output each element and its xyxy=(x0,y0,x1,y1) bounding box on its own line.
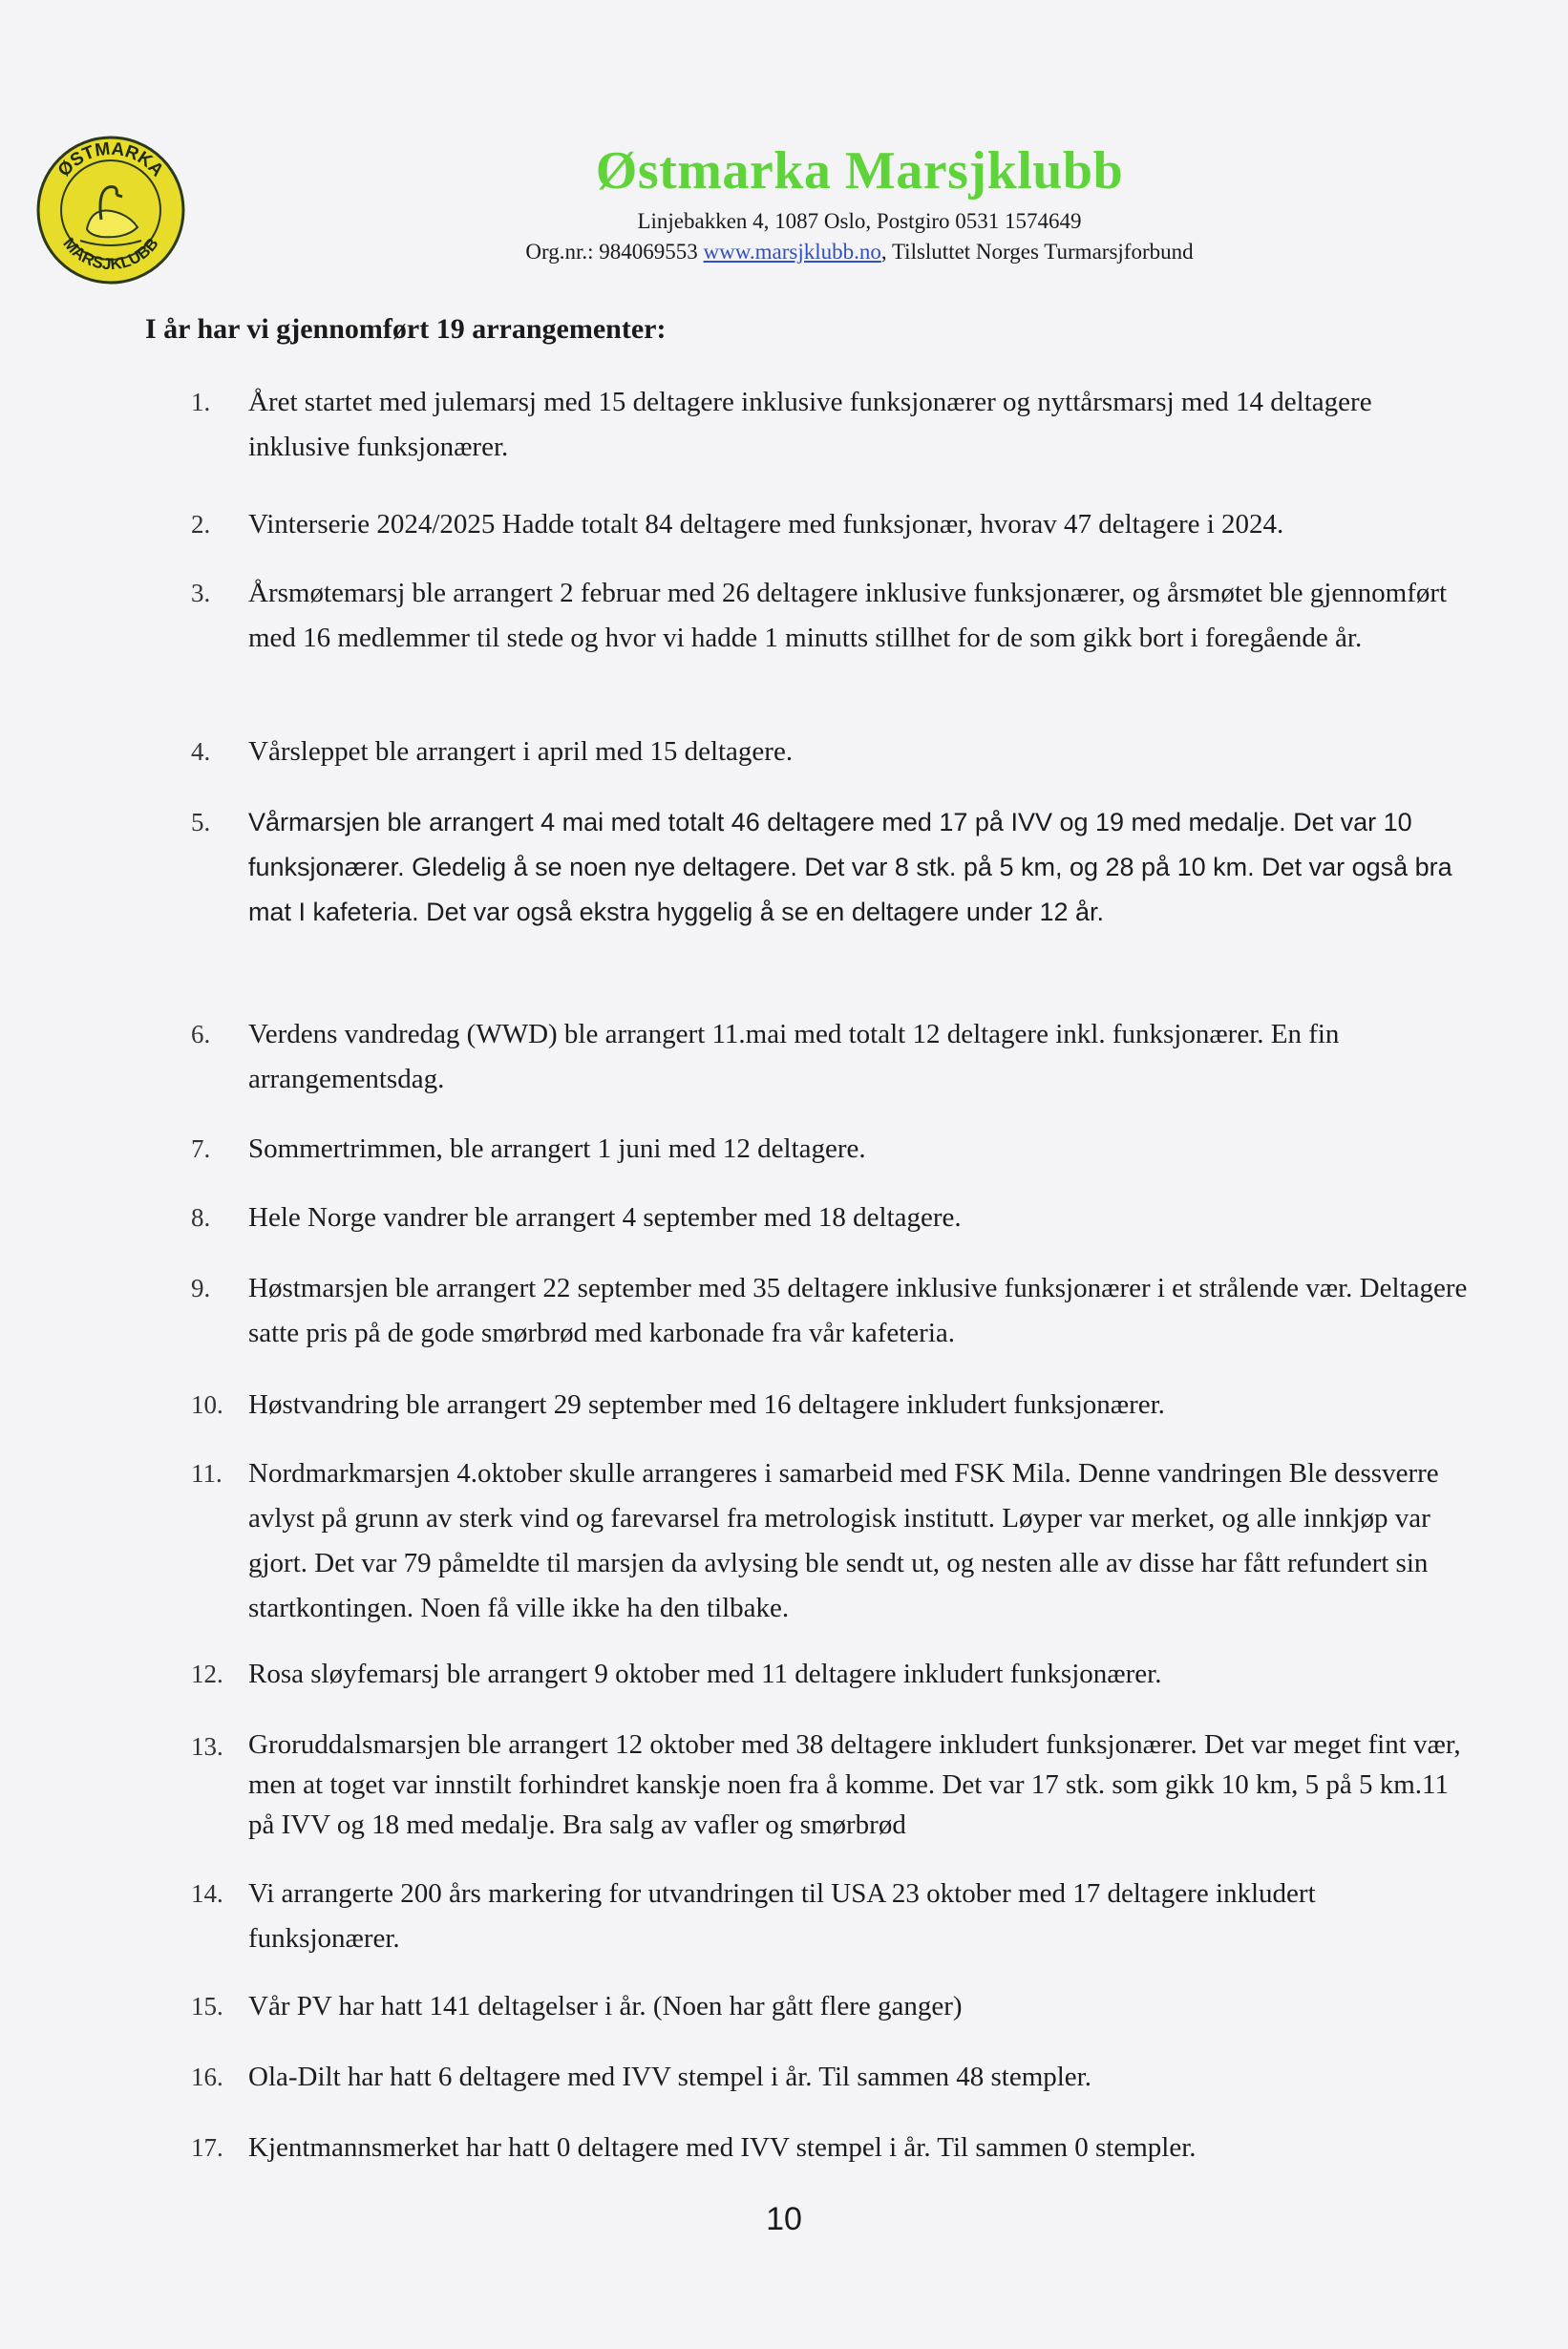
item-text: Kjentmannsmerket har hatt 0 deltagere med IVV stempel i år. Til sammen 0 stempler. xyxy=(248,2132,1197,2163)
item-text: Vårsleppet ble arrangert i april med 15 deltagere. xyxy=(248,736,794,767)
website-link[interactable]: www.marsjklubb.no xyxy=(703,239,881,264)
item-number: 9. xyxy=(191,1274,211,1302)
item-text: Nordmarkmarsjen 4.oktober skulle arrangeres i samarbeid med FSK Mila. Denne vandringen Ble dessverre avlyst på grunn av sterk vind og farevarsel fra metrologisk institutt. Løyper var merket, og alle innkjøp var gjort. Det var 79 påmeldte til marsjen da avlysing ble sendt ut, og nesten alle av disse har fått refundert sin startkontingen. Noen få ville ikke ha den tilbake. xyxy=(248,1458,1439,1623)
item-number: 2. xyxy=(191,510,211,539)
item-number: 5. xyxy=(191,808,211,836)
item-number: 16. xyxy=(191,2063,223,2091)
club-name: Østmarka Marsjklubb xyxy=(595,141,1124,201)
item-text: Hele Norge vandrer ble arrangert 4 september med 18 deltagere. xyxy=(248,1202,962,1233)
item-number: 10. xyxy=(191,1390,223,1419)
section-heading: I år har vi gjennomført 19 arrangementer: xyxy=(145,313,667,345)
item-number: 11. xyxy=(191,1459,222,1488)
logo-top-text: ØSTMARKA xyxy=(53,138,168,181)
item-number: 1. xyxy=(191,388,211,416)
item-number: 17. xyxy=(191,2133,223,2162)
item-number: 8. xyxy=(191,1203,211,1232)
item-text: Sommertrimmen, ble arrangert 1 juni med 12 deltagere. xyxy=(248,1133,866,1164)
letterhead xyxy=(382,143,1337,267)
org-line xyxy=(382,237,1337,267)
item-number: 6. xyxy=(191,1020,211,1048)
item-text: Rosa sløyfemarsj ble arrangert 9 oktober med 11 deltagere inkludert funksjonærer. xyxy=(248,1659,1162,1689)
item-text: Året startet med julemarsj med 15 deltagere inklusive funksjonærer og nyttårsmarsj med 14 deltagere inklusive funksjonærer. xyxy=(248,387,1372,462)
affiliation: , Tilsluttet Norges Turmarsjforbund xyxy=(880,239,1194,264)
item-text: Vår PV har hatt 141 deltagelser i år. (Noen har gått flere ganger) xyxy=(248,1991,963,2021)
item-text: Vi arrangerte 200 års markering for utvandringen til USA 23 oktober med 17 deltagere inkludert funksjonærer. xyxy=(248,1878,1316,1954)
org-number: Org.nr.: 984069553 xyxy=(525,239,704,264)
item-number: 15. xyxy=(191,1992,223,2021)
logo-bottom-text: MARSJKLUBB xyxy=(59,234,162,274)
item-number: 14. xyxy=(191,1879,223,1908)
item-text: Vinterserie 2024/2025 Hadde totalt 84 deltagere med funksjonær, hvorav 47 deltagere i 2024. xyxy=(248,509,1284,540)
item-number: 7. xyxy=(191,1134,211,1163)
item-number: 3. xyxy=(191,579,211,607)
item-number: 12. xyxy=(191,1660,223,1688)
item-number: 13. xyxy=(191,1732,223,1761)
club-logo-icon xyxy=(34,134,187,286)
item-text: Groruddalsmarsjen ble arrangert 12 oktober med 38 deltagere inkludert funksjonærer. Det var meget fint vær, men at toget var innstilt forhindret kanskje noen fra å komme. Det var 17 stk. som gikk 10 km, 5 på 5 km.11 på IVV og 18 med medalje. Bra salg av vafler og smørbrød xyxy=(248,1729,1461,1840)
item-number: 4. xyxy=(191,737,211,766)
page-number: 10 xyxy=(766,2201,802,2237)
item-text: Ola-Dilt har hatt 6 deltagere med IVV stempel i år. Til sammen 48 stempler. xyxy=(248,2062,1091,2092)
item-text: Årsmøtemarsj ble arrangert 2 februar med 26 deltagere inklusive funksjonærer, og årsmøtet ble gjennomført med 16 medlemmer til stede og hvor vi hadde 1 minutts stillhet for de som gikk bort i foregående år. xyxy=(248,578,1448,653)
item-text: Verdens vandredag (WWD) ble arrangert 11.mai med totalt 12 deltagere inkl. funksjonærer. En fin arrangementsdag. xyxy=(248,1019,1340,1094)
club-address: Linjebakken 4, 1087 Oslo, Postgiro 0531 1574649 xyxy=(637,208,1082,233)
item-text: Vårmarsjen ble arrangert 4 mai med totalt 46 deltagere med 17 på IVV og 19 med medalje. Det var 10 funksjonærer. Gledelig å se noen nye deltagere. Det var 8 stk. på 5 km, og 28 på 10 km. Det var også bra mat I kafeteria. Det var også ekstra hyggelig å se en deltagere under 12 år. xyxy=(248,808,1452,926)
item-text: Høstmarsjen ble arrangert 22 september med 35 deltagere inklusive funksjonærer i et strålende vær. Deltagere satte pris på de gode smørbrød med karbonade fra vår kafeteria. xyxy=(248,1273,1468,1348)
item-text: Høstvandring ble arrangert 29 september med 16 deltagere inkludert funksjonærer. xyxy=(248,1389,1165,1420)
